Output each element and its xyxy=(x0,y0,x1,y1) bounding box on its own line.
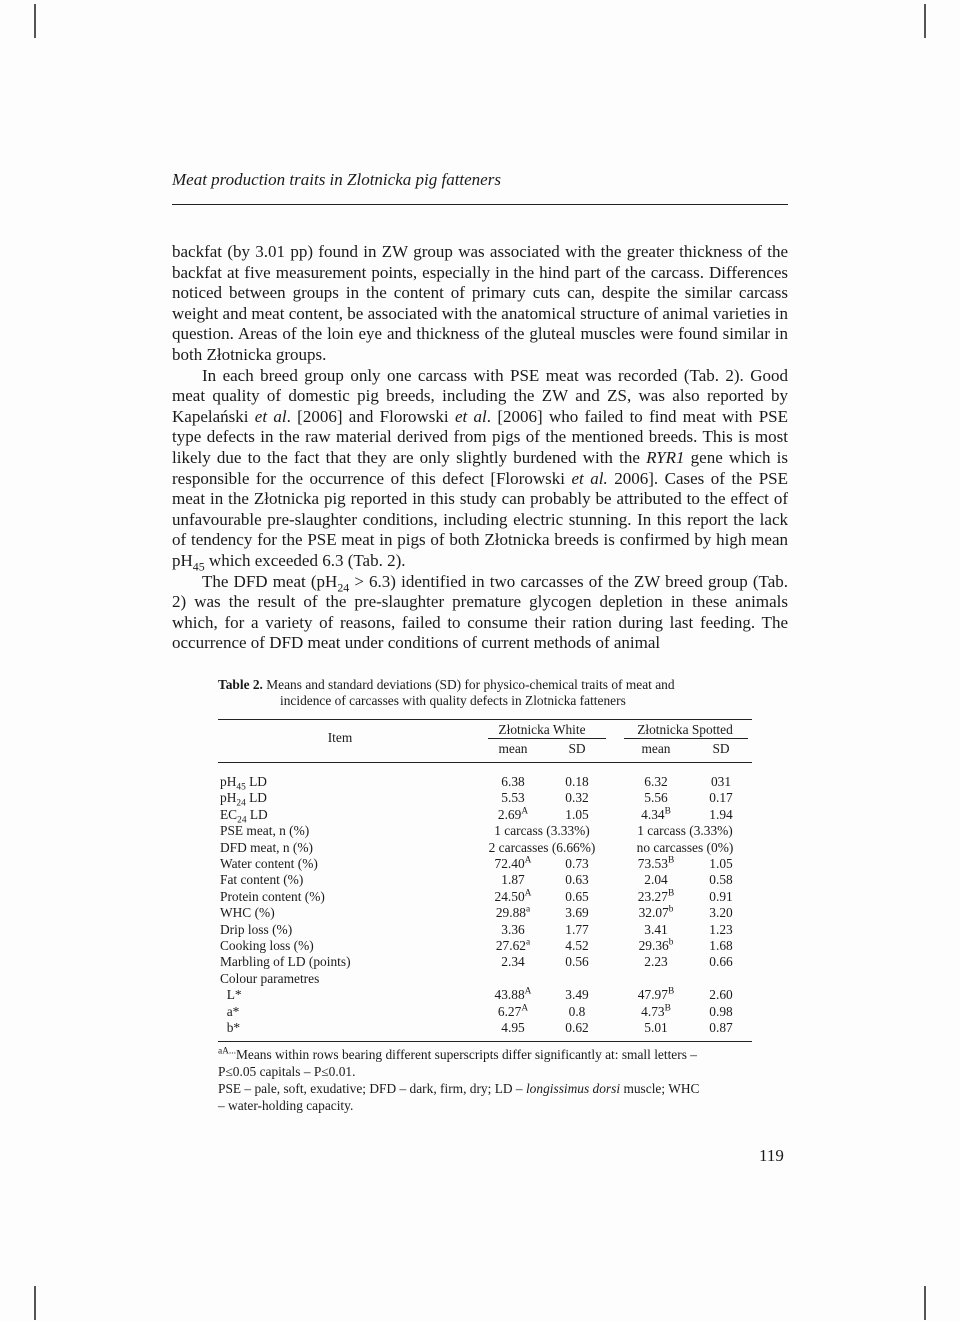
row-sd-2: 031 xyxy=(710,774,732,789)
row-sd-2: 1.68 xyxy=(709,938,733,953)
row-sd-2: 1.23 xyxy=(709,921,733,937)
running-header: Meat production traits in Zlotnicka pig fatteners xyxy=(172,170,501,189)
row-sd-2: 1.94 xyxy=(709,806,733,822)
row-sd-1: 0.65 xyxy=(565,888,589,904)
row-sd-1: 0.32 xyxy=(565,790,589,806)
row-sd-1: 0.73 xyxy=(565,856,589,871)
row-mean-1: $2.69^A$ xyxy=(497,806,529,822)
row-value-group-1: 1 carcass (3.33%) xyxy=(494,823,590,839)
group-2-header: Złotnicka Spotted xyxy=(637,722,733,737)
row-mean-2: 6.32 xyxy=(644,774,668,789)
row-mean-1: 3.36 xyxy=(501,921,525,937)
row-value-group-1: 2 carcasses (6.66%) xyxy=(488,839,596,855)
note-2-cont: – water-holding capacity. xyxy=(218,1098,354,1113)
row-item: Cooking loss (%) xyxy=(220,938,314,953)
row-mean-1: 5.53 xyxy=(501,790,525,806)
sd-header: SD xyxy=(568,741,586,756)
row-item: Fat content (%) xyxy=(220,872,304,888)
crop-mark xyxy=(924,4,926,38)
note-1-cont: P≤0.05 capitals – P≤0.01. xyxy=(218,1064,356,1079)
row-mean-1: 4.95 xyxy=(501,1020,525,1035)
crop-mark xyxy=(34,1286,36,1320)
row-sd-1: 0.18 xyxy=(565,774,589,789)
crop-mark xyxy=(924,1286,926,1320)
row-mean-1: $72.40^A$ xyxy=(494,855,532,871)
row-mean-2: 5.56 xyxy=(644,790,668,806)
table-caption xyxy=(218,677,752,709)
row-item: a* xyxy=(220,1003,240,1019)
row-sd-2: 0.98 xyxy=(709,1003,733,1019)
paragraph-3: The DFD meat $(pH_{24} > 6.3)$ identified in two carcasses of the ZW breed group (Tab. 2) was the result of the pre-slaughter premature glycogen depletion in these animals which, for a variety of reasons, failed to consume their ration during last feeding. The occurrence of DFD meat under conditions of current methods of animal xyxy=(172,571,788,653)
row-mean-1: 2.34 xyxy=(501,954,525,970)
row-item: Drip loss (%) xyxy=(220,921,293,937)
row-sd-1: 3.69 xyxy=(565,905,589,921)
body-text xyxy=(172,242,788,654)
caption-line-2: incidence of carcasses with quality defects in Zlotnicka fatteners xyxy=(280,693,626,708)
table-notes xyxy=(218,1046,752,1114)
page-number: 119 xyxy=(759,1146,784,1165)
table-label: Table 2. xyxy=(218,677,263,692)
item-header: Item xyxy=(327,730,353,745)
row-mean-2: $73.53^B$ xyxy=(637,855,675,871)
group-2-rule xyxy=(624,738,748,739)
table-bottom-rule xyxy=(218,1041,752,1042)
row-value-group-2: 1 carcass (3.33%) xyxy=(637,823,733,839)
row-mean-1: 29.88$^a$ xyxy=(495,904,531,921)
row-value-group-2: no carcasses (0%) xyxy=(636,839,734,855)
row-sd-2: 0.87 xyxy=(709,1020,733,1035)
row-sd-1: 4.52 xyxy=(565,938,589,953)
row-mean-2: 3.41 xyxy=(644,921,668,937)
row-sd-1: 0.56 xyxy=(565,954,589,970)
crop-mark xyxy=(34,4,36,38)
row-mean-2: $47.97^B$ xyxy=(637,986,675,1003)
caption-line-1: Means and standard deviations (SD) for physico-chemical traits of meat and xyxy=(266,677,675,692)
note-1: $^{aA...}$Means within rows bearing different superscripts differ significantly at: small letters – xyxy=(218,1046,697,1062)
row-sd-1: 1.77 xyxy=(565,921,589,937)
row-item: DFD meat, n (%) xyxy=(220,839,313,855)
row-mean-1: 6.38 xyxy=(501,774,525,789)
row-mean-2: 29.36$^b$ xyxy=(638,937,674,953)
header-rule xyxy=(172,204,788,205)
row-mean-1: 27.62$^a$ xyxy=(495,937,531,953)
row-item: $EC_{24}$ LD xyxy=(220,806,268,826)
row-sd-2: 2.60 xyxy=(709,987,733,1003)
row-sd-1: 0.62 xyxy=(565,1020,589,1035)
row-item: $pH_{45}$ LD xyxy=(220,774,267,793)
row-mean-1: 1.87 xyxy=(501,872,525,888)
row-mean-1: $6.27^A$ xyxy=(497,1003,529,1019)
row-item: b* xyxy=(220,1020,241,1035)
row-sd-1: 3.49 xyxy=(565,987,589,1003)
note-2: PSE – pale, soft, exudative; DFD – dark, firm, dry; LD – longissimus dorsi muscle; WHC xyxy=(218,1081,700,1096)
row-mean-1: $43.88^A$ xyxy=(494,986,532,1003)
row-mean-2: $4.34^B$ xyxy=(641,806,671,822)
row-item: $pH_{24}$ LD xyxy=(220,790,267,810)
row-item: Marbling of LD (points) xyxy=(220,954,351,970)
mean-header: mean xyxy=(641,741,671,756)
paragraph-1: backfat (by 3.01 pp) found in ZW group was associated with the greater thickness of the backfat at five measurement points, especially in the hind part of the carcass. Differences noticed between groups in the content of primary cuts can, despite the similar carcass weight and meat content, be associated with the anatomical structure of animal varieties in question. Areas of the loin eye and thickness of the gluteal muscles were found similar in both Złotnicka groups. xyxy=(172,242,788,364)
table-top-rule xyxy=(218,719,752,720)
row-item: WHC (%) xyxy=(220,905,275,921)
row-item: L* xyxy=(220,987,242,1003)
paragraph-2: In each breed group only one carcass with PSE meat was recorded (Tab. 2). Good meat quality of domestic pig breeds, including the ZW and ZS, was also reported by Kapelański et al. [2006] and Florowski et al. [2006] who failed to find meat with PSE type defects in the raw material derived from pigs of the mentioned breeds. This is most likely due to the fact that they are only slightly burdened with the RYR1 gene which is responsible for the occurrence of this defect [Florowski et al. 2006]. Cases of the PSE meat in the Złotnicka pig reported in this study can probably be attributed to the effect of unfavourable pre-slaughter conditions, including electric stunning. In this report the lack of tendency for the PSE meat in pigs of both Złotnicka breeds is confirmed by high mean $pH_{45}$ which exceeded 6.3 (Tab. 2). xyxy=(172,365,789,574)
row-mean-2: $23.27^B$ xyxy=(637,888,675,904)
row-sd-2: 0.91 xyxy=(709,888,733,904)
row-sd-1: 0.63 xyxy=(565,872,589,888)
group-1-header: Złotnicka White xyxy=(498,722,586,737)
row-sd-2: 3.20 xyxy=(709,905,733,921)
row-sd-1: 1.05 xyxy=(565,806,589,822)
row-mean-2: 32.07$^b$ xyxy=(638,904,674,921)
row-sd-2: 0.66 xyxy=(709,954,733,970)
row-mean-2: 5.01 xyxy=(644,1020,668,1035)
row-sd-1: 0.8 xyxy=(568,1003,586,1019)
row-sd-2: 0.58 xyxy=(709,872,733,888)
group-1-rule xyxy=(488,738,606,739)
mean-header: mean xyxy=(498,741,528,756)
table-header-rule xyxy=(218,762,752,763)
sd-header: SD xyxy=(712,741,730,756)
row-sd-2: 1.05 xyxy=(709,856,733,871)
row-item: Water content (%) xyxy=(220,856,318,871)
row-item: Colour parametres xyxy=(220,970,320,986)
row-mean-2: 2.04 xyxy=(644,872,668,888)
row-sd-2: 0.17 xyxy=(709,790,733,806)
row-mean-2: 2.23 xyxy=(644,954,668,970)
row-item: Protein content (%) xyxy=(220,888,325,904)
row-item: PSE meat, n (%) xyxy=(220,823,310,839)
row-mean-1: $24.50^A$ xyxy=(494,888,532,904)
row-mean-2: $4.73^B$ xyxy=(641,1003,671,1019)
